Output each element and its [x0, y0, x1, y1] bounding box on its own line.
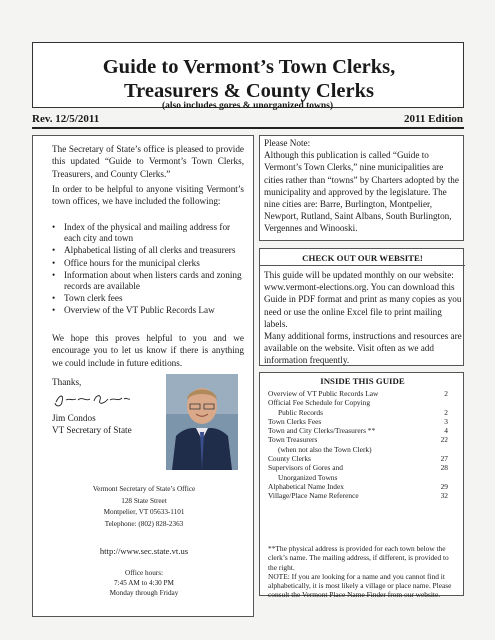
toc-row[interactable]: [268, 417, 458, 426]
toc-label: Public Records: [278, 407, 323, 417]
toc-label: Town Clerks Fees: [268, 416, 322, 426]
website-text: This guide will be updated monthly on our website: www.vermont-elections.org. You can download this Guide in PDF format and print as many copies as you need or use the online Excel file to print mailing labels. Many additional forms, instructions and resources are available on the website. Visit often as we add information frequently.: [264, 270, 462, 366]
closing-paragraph: We hope this proves helpful to you and we encourage you to let us know if there is anything we could include in future editions.: [52, 333, 244, 368]
toc-row[interactable]: [268, 435, 458, 444]
signature-image: [52, 388, 132, 410]
toc-row[interactable]: [268, 482, 458, 491]
title-box: [32, 42, 464, 108]
toc-label: Official Fee Schedule for Copying: [268, 398, 371, 408]
office-phone: Telephone: (802) 828-2363: [104, 519, 184, 528]
toc-row[interactable]: [268, 454, 458, 463]
office-city: Montpelier, VT 05633-1101: [103, 508, 185, 516]
intro-box: [32, 135, 254, 617]
toc-page: 3: [444, 416, 448, 426]
intro-paragraph-2: In order to be helpful to anyone visiting Vermont’s town offices, we have included the following:: [52, 184, 244, 207]
hours-days: Monday through Friday: [109, 589, 179, 598]
toc-page: 2: [444, 389, 448, 398]
title-line-2: Treasurers & County Clerks: [124, 80, 374, 102]
portrait-photo: [166, 374, 238, 470]
inside-guide-box: [259, 372, 464, 600]
toc-label: Overview of VT Public Records Law: [268, 389, 379, 398]
divider: [260, 265, 465, 266]
signer-block: [52, 412, 132, 436]
list-item: • Town clerk fees: [52, 293, 244, 304]
toc-page: 4: [444, 426, 448, 436]
website-heading: CHECK OUT OUR WEBSITE!: [302, 253, 423, 263]
toc-row[interactable]: [268, 389, 458, 398]
intro-paragraph: The Secretary of State’s office is pleased to provide this updated “Guide to Vermont’s Town Clerks, Treasurers, and County Clerks.”: [52, 144, 244, 179]
list-item: • Information about when listers cards and zoning records are available: [52, 270, 244, 292]
toc-label: Town and City Clerks/Treasurers **: [268, 426, 376, 436]
website-box: [259, 248, 464, 366]
website-link[interactable]: http://www.sec.state.vt.us: [99, 546, 189, 556]
toc-label: Town Treasurers: [268, 435, 318, 445]
toc-page: [438, 398, 458, 407]
toc-row[interactable]: [268, 408, 458, 417]
thanks-text: Thanks,: [52, 377, 82, 387]
toc-label: Village/Place Name Reference: [268, 491, 359, 501]
toc-row[interactable]: [268, 398, 458, 407]
address-note: **The physical address is provided for each town below the clerk’s name. The mailing address, if different, is provided to the right. NOTE: If you are looking for a name and you cannot find it alphabetically, it is most likely a village or place name. Please consult the Vermont Place Name Finder from our website.: [268, 544, 452, 600]
toc-row[interactable]: [268, 463, 458, 472]
list-item: • Overview of the VT Public Records Law: [52, 305, 244, 316]
signer-title: VT Secretary of State: [52, 425, 132, 435]
toc-page: 22: [440, 435, 448, 445]
office-street: 128 State Street: [121, 496, 167, 505]
toc-label: Alphabetical Name Index: [268, 481, 344, 491]
list-item: • Alphabetical listing of all clerks and treasurers: [52, 245, 244, 256]
toc-row[interactable]: [268, 473, 458, 482]
office-address: [33, 484, 255, 530]
hours-time: 7:45 AM to 4:30 PM: [114, 579, 174, 588]
toc-page: 28: [440, 463, 448, 473]
page-title: [33, 55, 465, 103]
please-note-box: [259, 135, 464, 241]
toc-label: Supervisors of Gores and: [268, 463, 343, 473]
inside-heading: INSIDE THIS GUIDE: [320, 376, 405, 386]
revision-date: Rev. 12/5/2011: [32, 113, 100, 125]
toc-row[interactable]: [268, 491, 458, 500]
toc-page: 29: [440, 481, 448, 491]
list-item: • Office hours for the municipal clerks: [52, 258, 244, 269]
title-line-1: Guide to Vermont’s Town Clerks,: [102, 56, 396, 78]
edition-label: 2011 Edition: [404, 113, 463, 125]
toc-label: County Clerks: [268, 454, 311, 464]
table-of-contents: [268, 389, 458, 501]
please-note-text: Please Note: Although this publication is called “Guide to Vermont’s Town Clerks,” nine municipalities are cities rather than “towns” by Charters adopted by the municipality and approved by the legislature. The nine cities are: Barre, Burlington, Montpelier, Newport, Rutland, Saint Albans, South Burlington, Vergennes and Winooski.: [264, 138, 459, 234]
toc-page: [438, 473, 458, 482]
toc-label: (when not also the Town Clerk): [278, 444, 372, 454]
header-rule: [32, 127, 464, 129]
contents-list: [52, 222, 244, 318]
toc-label: Unorganized Towns: [278, 472, 338, 482]
toc-row[interactable]: [268, 445, 458, 454]
toc-page: 2: [444, 407, 448, 417]
toc-page: [438, 445, 458, 454]
toc-row[interactable]: [268, 426, 458, 435]
office-name: Vermont Secretary of State’s Office: [92, 485, 196, 493]
office-hours: [33, 568, 255, 599]
toc-page: 32: [440, 491, 448, 501]
signer-name: Jim Condos: [52, 413, 96, 423]
hours-label: Office hours:: [125, 569, 163, 577]
list-item: • Index of the physical and mailing address for each city and town: [52, 222, 244, 244]
toc-page: 27: [440, 454, 448, 464]
subtitle: (also includes gores & unorganized towns): [161, 101, 334, 111]
